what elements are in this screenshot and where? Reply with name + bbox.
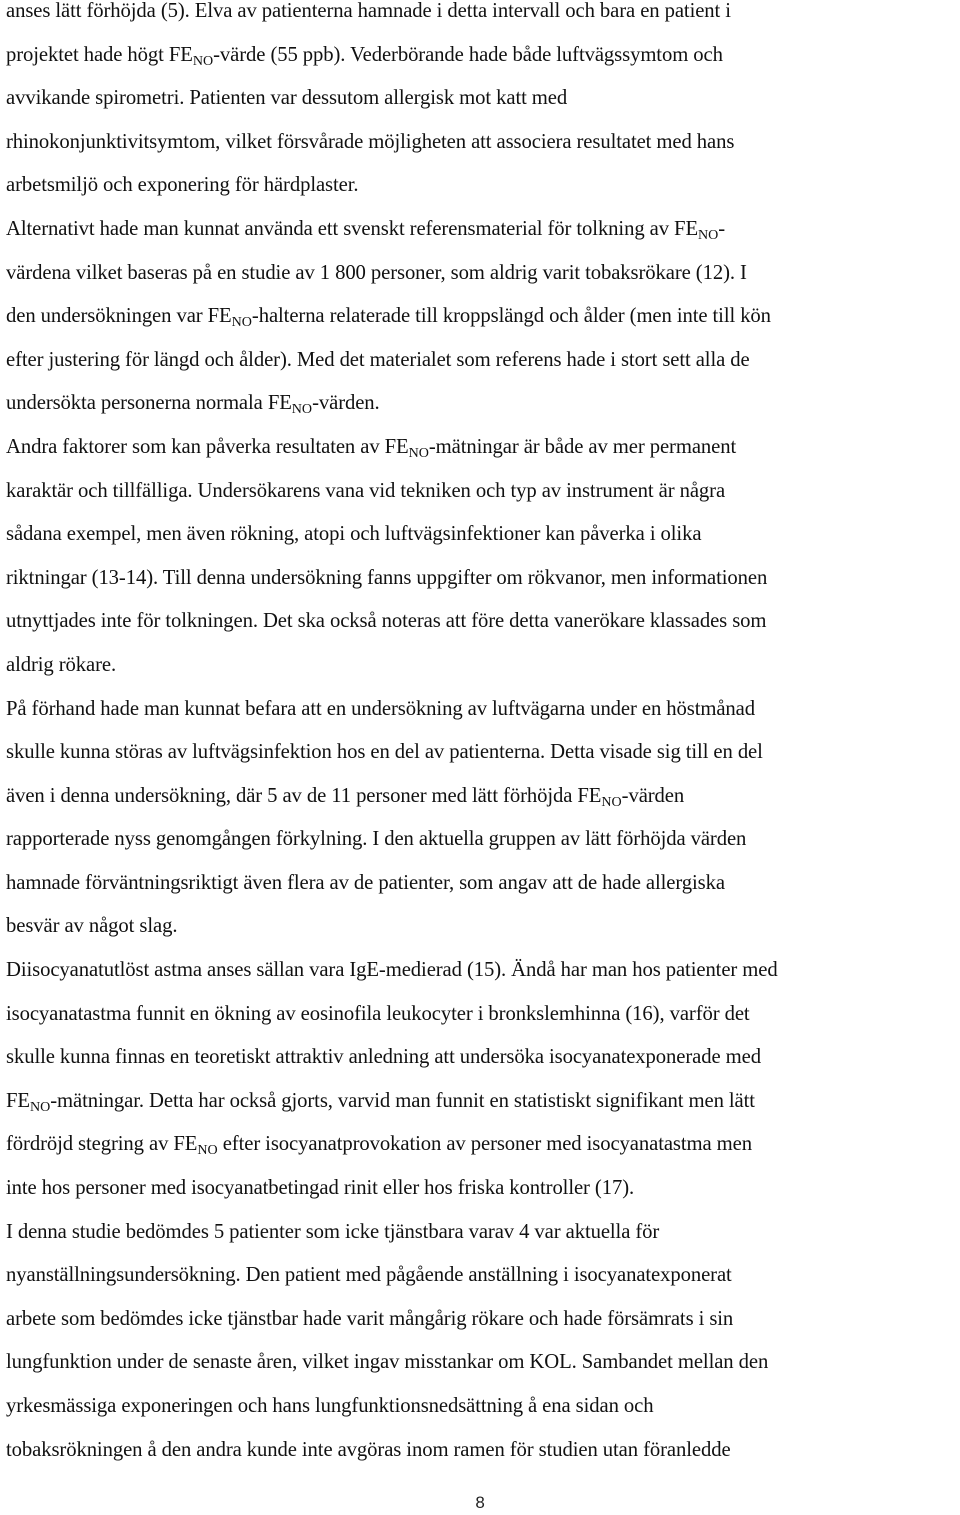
text-line: [6, 1341, 956, 1385]
text-line: [6, 775, 956, 819]
text-line: [6, 513, 956, 557]
text-line: [6, 34, 956, 78]
text-line: [6, 1298, 956, 1342]
text-run: rhinokonjunktivitsymtom, vilket försvårade möjligheten att associera resultatet med hans: [6, 130, 735, 153]
text-run: skulle kunna finnas en teoretiskt attraktiv anledning att undersöka isocyanatexponerade med: [6, 1046, 761, 1069]
text-line: [6, 688, 956, 732]
subscript: NO: [601, 793, 622, 810]
text-run: -värde (55 ppb). Vederbörande hade både luftvägssymtom och: [213, 43, 723, 66]
text-line: [6, 382, 956, 426]
text-line: [6, 121, 956, 165]
subscript: NO: [697, 226, 719, 243]
text-line: [6, 164, 956, 208]
text-line: [6, 1123, 956, 1167]
text-line: [6, 77, 956, 121]
subscript: NO: [231, 314, 252, 331]
text-run: utnyttjades inte för tolkningen. Det ska också noteras att före detta vanerökare klassades som: [6, 610, 767, 633]
text-run: efter isocyanatprovokation av personer med isocyanatastma men: [217, 1133, 752, 1156]
text-run: yrkesmässiga exponeringen och hans lungfunktionsnedsättning å ena sidan och: [6, 1395, 654, 1417]
text-run: lungfunktion under de senaste åren, vilket ingav misstankar om KOL. Sambandet mellan den: [6, 1351, 769, 1374]
text-run: även i denna undersökning, där 5 av de 11 personer med lätt förhöjda FE: [6, 784, 602, 807]
paragraph: [6, 208, 956, 426]
text-run: -värden: [621, 784, 685, 807]
subscript: NO: [197, 1142, 218, 1159]
text-line: [6, 1167, 956, 1211]
text-line: [6, 0, 956, 34]
text-run: -halterna relaterade till kroppslängd och ålder (men inte till kön: [251, 305, 771, 328]
text-run: fördröjd stegring av FE: [6, 1133, 198, 1156]
text-run: arbete som bedömdes icke tjänstbar hade varit mångårig rökare och hade försämrats i sin: [6, 1307, 734, 1330]
text-run: -mätningar. Detta har också gjorts, varvid man funnit en statistiskt signifikant men lätt: [50, 1089, 755, 1112]
text-run: -: [718, 217, 726, 240]
text-run: besvär av något slag.: [6, 915, 178, 938]
text-run: -värden.: [312, 392, 380, 415]
paragraph: [6, 1211, 956, 1473]
text-run: På förhand hade man kunnat befara att en undersökning av luftvägarna under en höstmånad: [6, 697, 756, 720]
subscript: NO: [408, 444, 429, 461]
text-line: [6, 208, 956, 252]
text-run: tobaksrökningen å den andra kunde inte avgöras inom ramen för studien utan föranledde: [6, 1438, 731, 1461]
text-line: [6, 644, 956, 688]
text-run: -mätningar är både av mer permanent: [428, 435, 737, 458]
page-number: 8: [475, 1493, 485, 1512]
text-line: [6, 949, 956, 993]
text-run: undersökta personerna normala FE: [6, 392, 292, 415]
text-line: [6, 1385, 956, 1429]
text-line: [6, 426, 956, 470]
text-line: [6, 1429, 956, 1473]
text-line: [6, 1211, 956, 1255]
text-run: nyanställningsundersökning. Den patient med pågående anställning i isocyanatexponerat: [6, 1264, 732, 1287]
subscript: NO: [291, 401, 313, 418]
text-line: [6, 993, 956, 1037]
paragraph: [6, 949, 956, 1211]
text-run: efter justering för längd och ålder). Med det materialet som referens hade i stort sett alla de: [6, 348, 750, 371]
subscript: NO: [192, 52, 214, 69]
text-run: värdena vilket baseras på en studie av 1 800 personer, som aldrig varit tobaksrökare (12). I: [6, 261, 747, 284]
text-run: projektet hade högt FE: [6, 43, 193, 66]
text-line: [6, 1254, 956, 1298]
body-text: [6, 0, 956, 1472]
text-line: [6, 252, 956, 296]
text-line: [6, 295, 956, 339]
text-run: Alternativt hade man kunnat använda ett svenskt referensmaterial för tolkning av FE: [6, 217, 698, 240]
text-run: karaktär och tillfälliga. Undersökarens vana vid tekniken och typ av instrument är några: [6, 479, 726, 502]
text-run: aldrig rökare.: [6, 653, 117, 676]
paragraph: [6, 0, 956, 208]
text-run: inte hos personer med isocyanatbetingad rinit eller hos friska kontroller (17).: [6, 1177, 635, 1200]
text-line: [6, 557, 956, 601]
text-run: rapporterade nyss genomgången förkylning. I den aktuella gruppen av lätt förhöjda värden: [6, 828, 747, 851]
text-run: arbetsmiljö och exponering för härdplaster.: [6, 174, 359, 197]
text-run: isocyanatastma funnit en ökning av eosinofila leukocyter i bronkslemhinna (16), varför det: [6, 1002, 750, 1025]
text-line: [6, 818, 956, 862]
text-run: FE: [6, 1089, 30, 1112]
text-run: avvikande spirometri. Patienten var dessutom allergisk mot katt med: [6, 87, 568, 110]
paragraph: [6, 426, 956, 688]
text-line: [6, 731, 956, 775]
text-line: [6, 339, 956, 383]
subscript: NO: [29, 1098, 51, 1115]
text-line: [6, 470, 956, 514]
text-run: hamnade förväntningsriktigt även flera av de patienter, som angav att de hade allergiska: [6, 871, 725, 894]
paragraph: [6, 688, 956, 950]
text-run: anses lätt förhöjda (5). Elva av patienterna hamnade i detta intervall och bara en patient i: [6, 0, 731, 22]
text-run: Andra faktorer som kan påverka resultaten av FE: [6, 435, 409, 458]
text-line: [6, 862, 956, 906]
text-run: den undersökningen var FE: [6, 305, 232, 328]
text-line: [6, 1080, 956, 1124]
text-run: sådana exempel, men även rökning, atopi och luftvägsinfektioner kan påverka i olika: [6, 523, 702, 546]
text-run: I denna studie bedömdes 5 patienter som icke tjänstbara varav 4 var aktuella för: [6, 1220, 660, 1243]
text-line: [6, 600, 956, 644]
text-line: [6, 1036, 956, 1080]
text-run: Diisocyanatutlöst astma anses sällan vara IgE-medierad (15). Ändå har man hos patienter med: [6, 959, 778, 982]
text-line: [6, 905, 956, 949]
text-run: skulle kunna störas av luftvägsinfektion hos en del av patienterna. Detta visade sig till en del: [6, 741, 763, 764]
text-run: riktningar (13-14). Till denna undersökning fanns uppgifter om rökvanor, men informationen: [6, 566, 768, 589]
